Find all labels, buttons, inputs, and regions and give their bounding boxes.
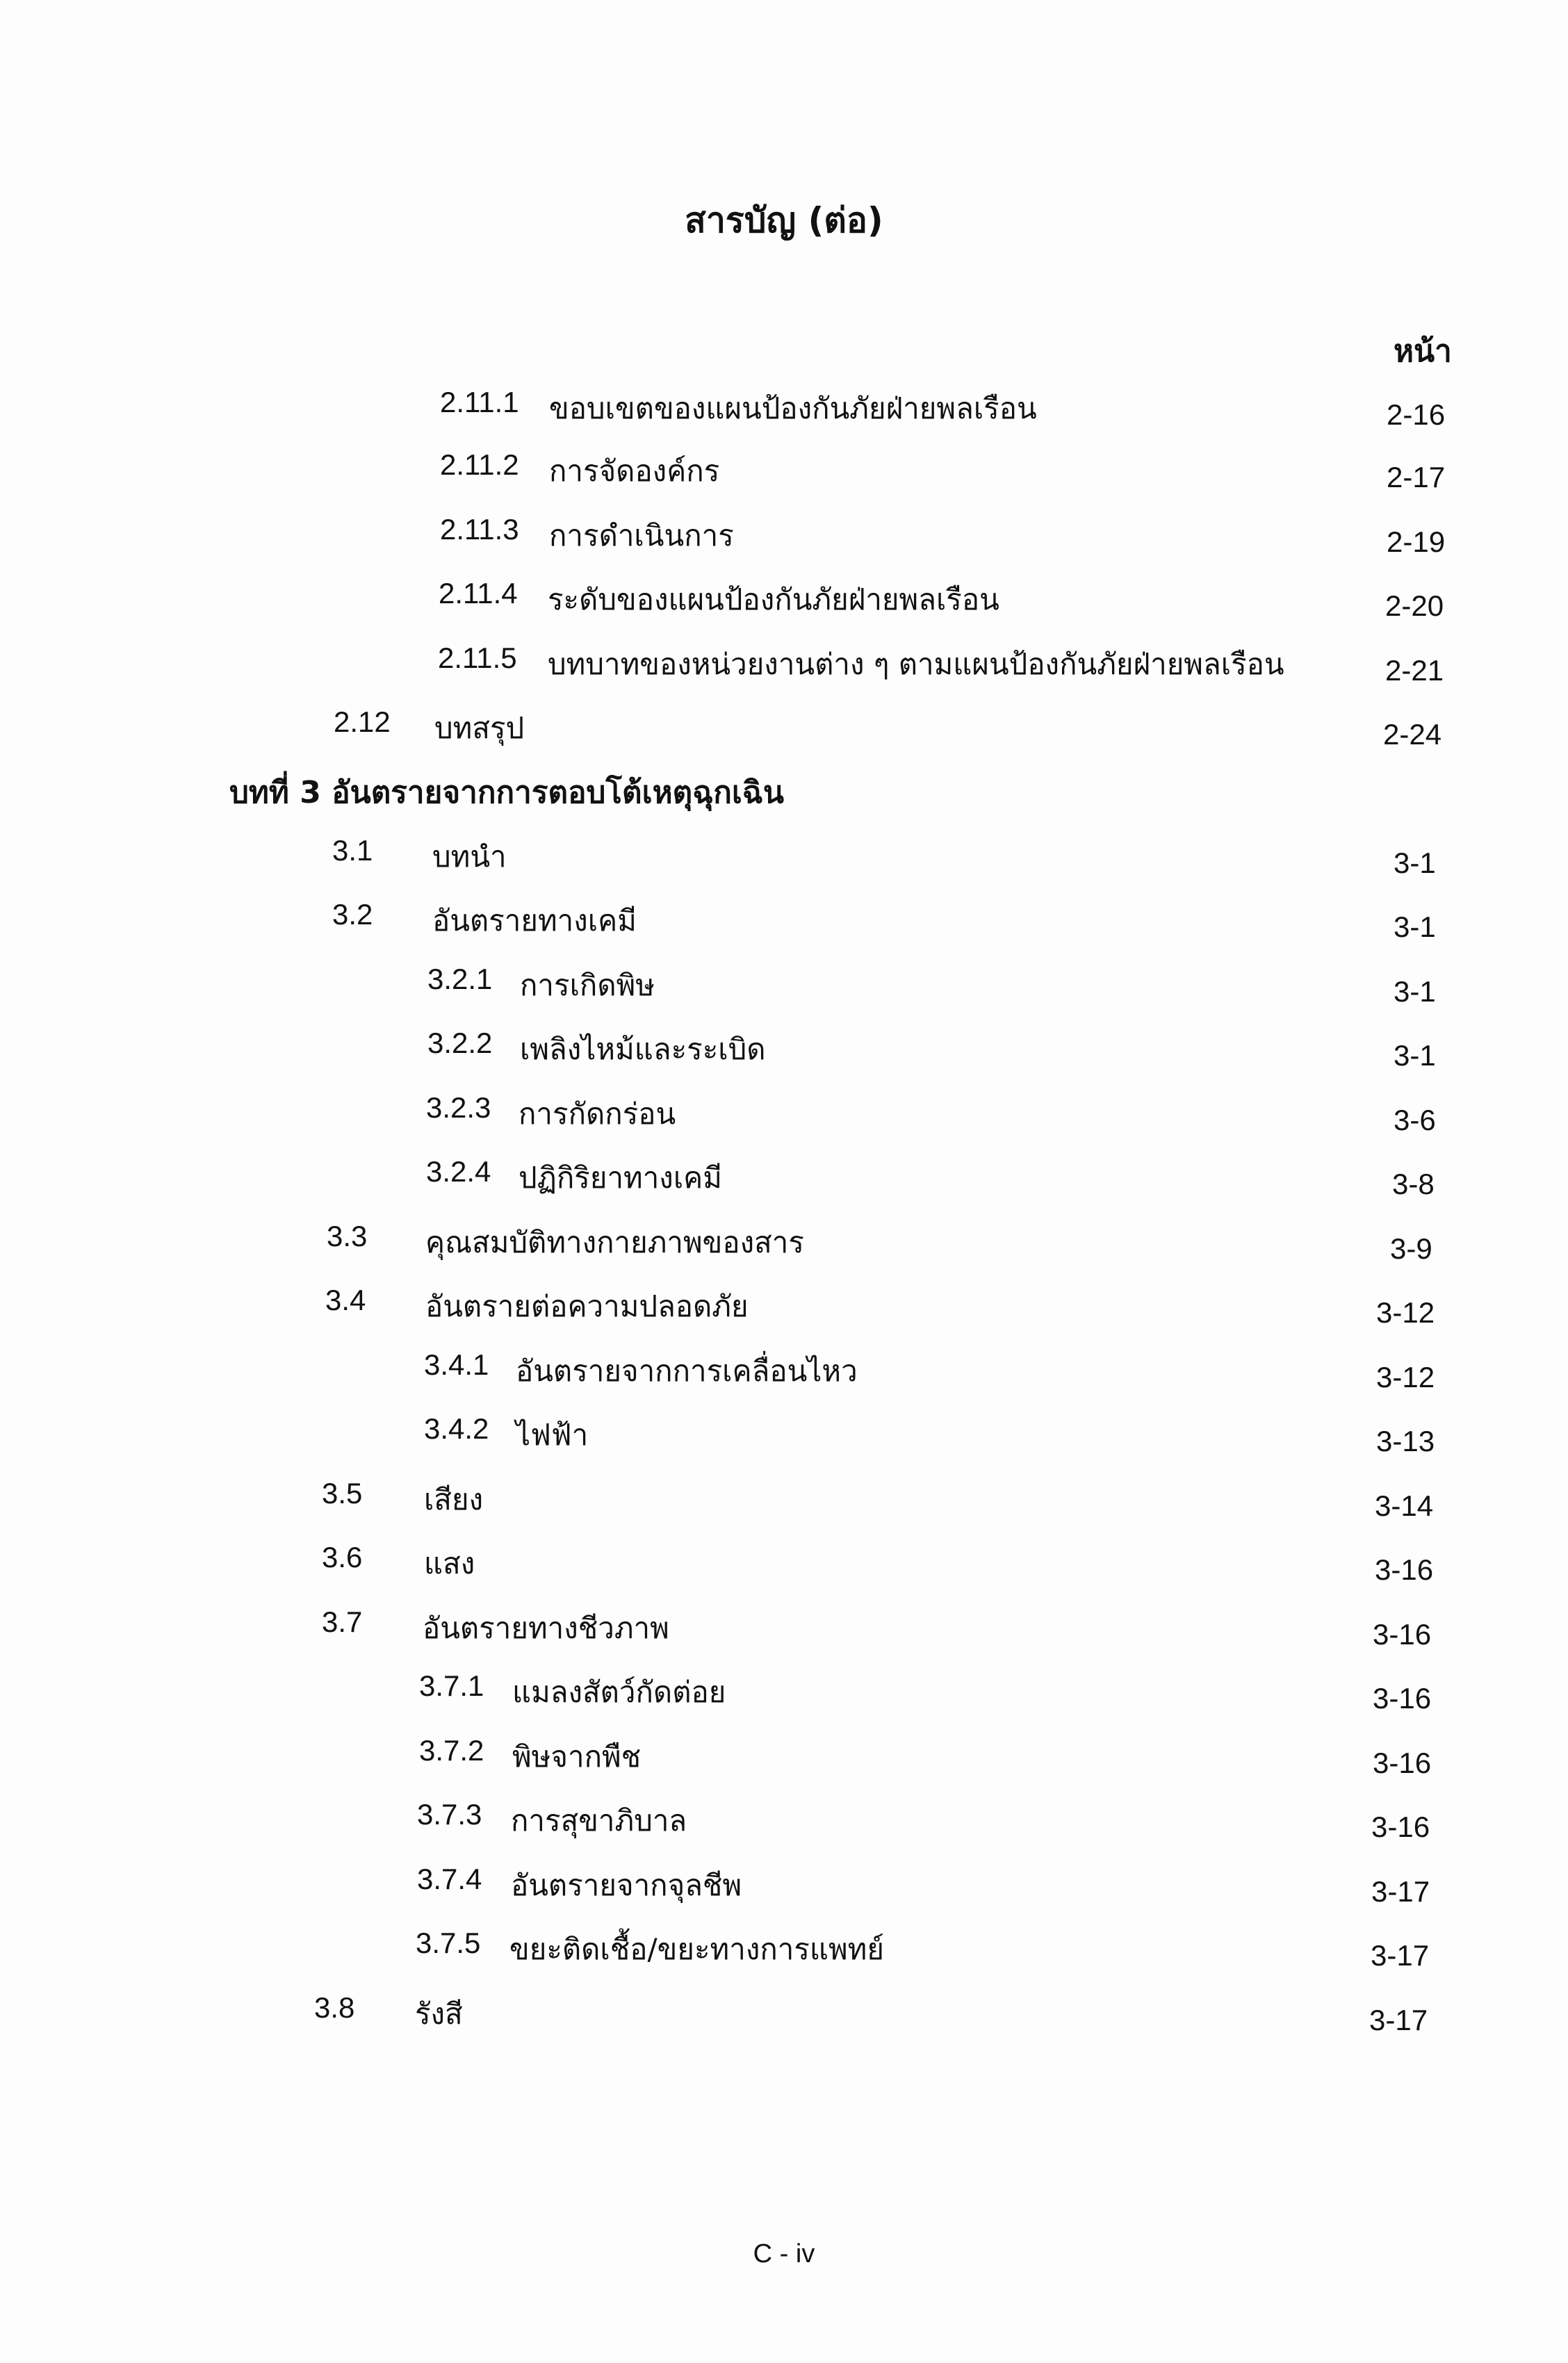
entry-page: 3-8 [1392, 1168, 1435, 1200]
entry-title: พิษจากพืช [512, 1740, 642, 1774]
toc-entry [0, 1863, 1568, 1911]
entry-page: 3-1 [1394, 1039, 1436, 1072]
toc-entry [0, 1541, 1568, 1589]
entry-page: 3-16 [1373, 1747, 1432, 1779]
entry-title: ไฟฟ้า [516, 1418, 589, 1452]
entry-title: การสุขาภิบาล [511, 1804, 687, 1838]
entry-title: ขยะติดเชื้อ/ขยะทางการแพทย์ [509, 1932, 884, 1966]
entry-number: 3.7.2 [419, 1734, 484, 1767]
entry-page: 3-13 [1376, 1425, 1435, 1457]
entry-title: เสียง [424, 1482, 484, 1516]
entry-title: แมลงสัตว์กัดต่อย [512, 1675, 726, 1709]
entry-number: 3.7.4 [417, 1863, 482, 1895]
entry-title: คุณสมบัติทางกายภาพของสาร [425, 1225, 804, 1259]
entry-page: 3-17 [1369, 2004, 1428, 2036]
entry-number: 2.11.2 [440, 448, 519, 481]
entry-title: การดำเนินการ [549, 518, 734, 553]
entry-page: 3-1 [1394, 910, 1436, 943]
entry-title: ระดับของแผนป้องกันภัยฝ่ายพลเรือน [548, 582, 999, 616]
toc-entry [0, 1927, 1568, 1975]
page-footer-number: C - iv [753, 2239, 815, 2268]
entry-title: การจัดองค์กร [549, 454, 720, 488]
toc-entry [0, 448, 1568, 497]
entry-page: 3-12 [1376, 1361, 1435, 1393]
entry-number: 3.2.1 [427, 963, 493, 995]
toc-entry [0, 963, 1568, 1011]
entry-number: 3.7.5 [416, 1927, 481, 1959]
toc-entry [0, 1284, 1568, 1332]
entry-number: 3.7.1 [419, 1669, 484, 1702]
entry-number: 2.12 [334, 705, 391, 738]
entry-number: 3.7 [322, 1605, 363, 1638]
entry-title: บทบาทของหน่วยงานต่าง ๆ ตามแผนป้องกันภัยฝ่ายพลเรือน [548, 647, 1284, 681]
entry-page: 3-12 [1376, 1296, 1435, 1329]
entry-title: การเกิดพิษ [520, 968, 655, 1002]
entry-page: 3-1 [1394, 975, 1436, 1008]
entry-number: 3.2.2 [427, 1027, 493, 1059]
entry-number: 3.3 [327, 1220, 368, 1252]
toc-entry [0, 1991, 1568, 2040]
toc-entry [0, 1669, 1568, 1718]
toc-entry [0, 1220, 1568, 1268]
entry-page: 3-14 [1375, 1489, 1434, 1522]
entry-number: 2.11.4 [439, 577, 518, 610]
entry-page: 2-16 [1387, 398, 1446, 431]
entry-page: 3-17 [1371, 1939, 1430, 1972]
toc-entry [0, 386, 1568, 434]
toc-entry [0, 1605, 1568, 1654]
toc-entry [0, 705, 1568, 754]
entry-page: 3-1 [1394, 847, 1436, 879]
entry-number: 2.11.3 [440, 513, 519, 546]
entry-title: ขอบเขตของแผนป้องกันภัยฝ่ายพลเรือน [549, 391, 1037, 425]
entry-number: 3.2 [332, 898, 373, 931]
entry-page: 3-16 [1375, 1553, 1434, 1586]
page-title: สารบัญ (ต่อ) [685, 200, 883, 240]
entry-title: เพลิงไหม้และระเบิด [520, 1032, 766, 1066]
entry-page: 3-16 [1373, 1618, 1432, 1651]
toc-entry [0, 513, 1568, 562]
entry-number: 3.2.3 [426, 1091, 491, 1124]
entry-page: 2-21 [1385, 654, 1444, 687]
toc-entry [0, 1091, 1568, 1140]
entry-page: 3-9 [1390, 1232, 1432, 1265]
toc-entry [0, 834, 1568, 883]
toc-entry [0, 1155, 1568, 1204]
entry-number: 2.11.5 [438, 641, 517, 674]
entry-title: บทสรุป [434, 711, 525, 745]
entry-title: บทนำ [432, 840, 507, 874]
toc-entry [0, 1412, 1568, 1461]
toc-entry [0, 1734, 1568, 1783]
toc-entry [0, 1477, 1568, 1526]
entry-page: 3-6 [1394, 1104, 1436, 1136]
entry-title: อันตรายจากการเคลื่อนไหว [516, 1354, 858, 1388]
chapter-heading: บทที่ 3 อันตรายจากการตอบโต้เหตุฉุกเฉิน [229, 775, 784, 810]
toc-entry [0, 898, 1568, 947]
entry-title: รังสี [415, 1997, 463, 2031]
entry-number: 3.8 [314, 1991, 355, 2024]
entry-number: 3.4.2 [424, 1412, 489, 1445]
entry-number: 3.4 [325, 1284, 366, 1316]
page-column-header: หน้า [1394, 334, 1452, 369]
toc-entry [0, 577, 1568, 626]
entry-number: 3.4.1 [424, 1348, 489, 1381]
entry-title: การกัดกร่อน [518, 1097, 676, 1131]
entry-page: 2-20 [1385, 589, 1444, 622]
entry-title: ปฏิกิริยาทางเคมี [518, 1161, 722, 1195]
entry-page: 2-17 [1387, 461, 1446, 493]
entry-number: 3.1 [332, 834, 373, 867]
toc-entry [0, 641, 1568, 690]
entry-page: 2-24 [1383, 718, 1442, 751]
toc-entry [0, 1027, 1568, 1075]
entry-number: 3.5 [322, 1477, 363, 1510]
entry-page: 2-19 [1387, 525, 1446, 558]
entry-page: 3-16 [1373, 1682, 1432, 1715]
entry-number: 3.7.3 [417, 1798, 482, 1831]
entry-title: อันตรายทางเคมี [432, 903, 637, 938]
entry-page: 3-17 [1371, 1875, 1430, 1908]
entry-number: 2.11.1 [440, 386, 519, 418]
entry-number: 3.2.4 [426, 1155, 491, 1188]
entry-number: 3.6 [322, 1541, 363, 1573]
entry-title: อันตรายทางชีวภาพ [423, 1611, 669, 1645]
entry-page: 3-16 [1371, 1810, 1430, 1843]
entry-title: อันตรายจากจุลชีพ [511, 1868, 742, 1902]
toc-entry [0, 1348, 1568, 1397]
entry-title: อันตรายต่อความปลอดภัย [425, 1289, 749, 1323]
toc-entry [0, 1798, 1568, 1847]
entry-title: แสง [424, 1546, 475, 1580]
